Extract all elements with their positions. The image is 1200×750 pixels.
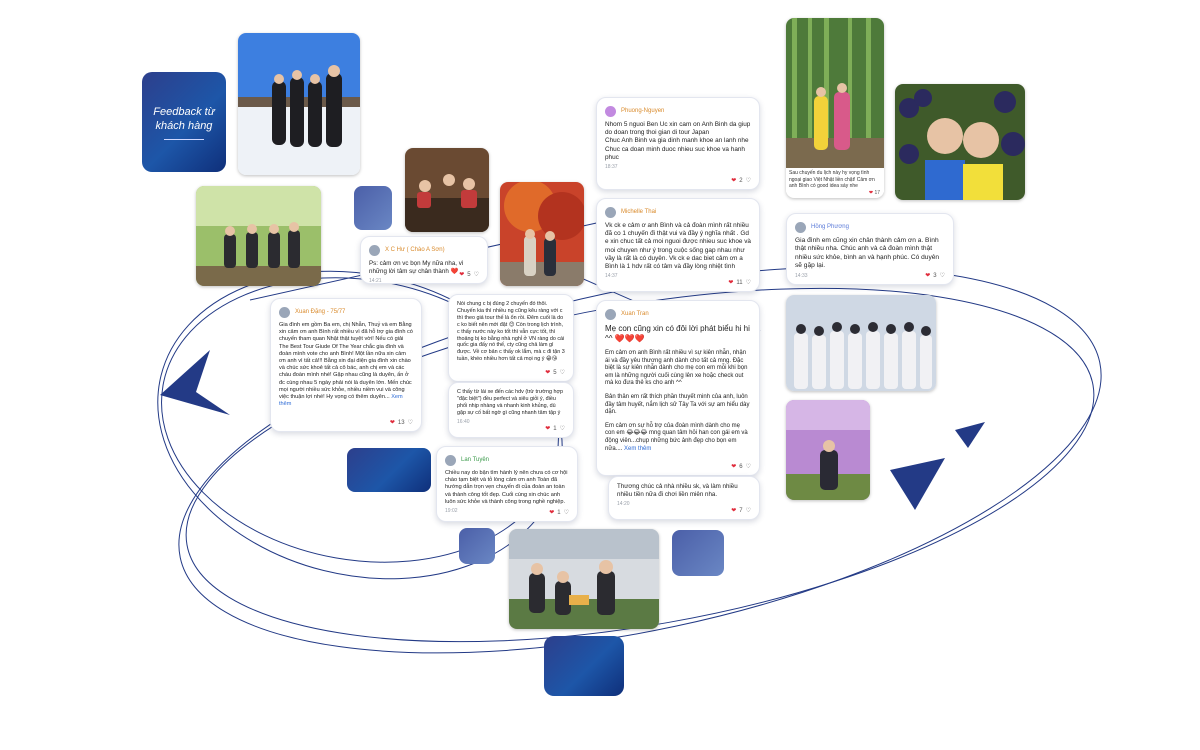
heart-icon: ❤ [545, 370, 551, 376]
title-tile [142, 72, 226, 172]
photo-yukata-group [786, 295, 936, 391]
add-reaction-icon[interactable]: ♡ [473, 272, 479, 278]
heart-icon: ❤ [731, 178, 737, 184]
photo-grape-selfie [895, 84, 1025, 200]
feedback-card-phuong-nguyen [596, 97, 760, 190]
decor-tile [544, 636, 624, 696]
feedback-text: Gia đình em cũng xin chân thành cảm ơn a. Bình thật nhiều nha. Chúc anh và cả đoàn mình thật nhiều sức khỏe, bình an và hạnh phúc. Có duyên sẽ gặp lại. [795, 237, 940, 270]
photo-snow-group [238, 33, 360, 175]
feedback-card-hong-phuong [786, 213, 954, 285]
feedback-card-middle-1 [448, 294, 574, 382]
feedback-text: Vk ck e cảm ơ anh Bình và cả đoàn mình rất nhiều đã co 1 chuyến đi thật vui và đầy ý nghĩa nhất . Gd e xin chuc tất cả moi nguoi được nhieu suc khoe và moi chuyen như ý trong cuộc sống gap nhau như vầy là rất là có duyên. Vk ck e dac biet cảm ơn a Bình là 1 hdv rất có tâm và đầy lòng nhiệt tình [605, 222, 751, 271]
feedback-card-xuan-dang [270, 298, 422, 432]
add-reaction-icon[interactable]: ♡ [563, 510, 569, 516]
add-reaction-icon[interactable]: ♡ [939, 273, 945, 279]
reaction-count: 5 [467, 271, 471, 278]
heart-icon: ❤ [545, 426, 551, 432]
feedback-card-xuan-tran [596, 300, 760, 476]
feedback-card-michelle [596, 198, 760, 292]
heart-icon: ❤ [389, 420, 395, 426]
add-reaction-icon[interactable]: ♡ [745, 280, 751, 286]
heart-icon: ❤ [549, 510, 555, 516]
author-name: X C Hư ( Chào A Sơn) [385, 247, 445, 253]
see-more-link[interactable]: Xem thêm [279, 394, 403, 408]
add-reaction-icon[interactable]: ♡ [745, 178, 751, 184]
page-title: Feedback từ khách hàng [153, 105, 215, 132]
author-name: Hồng Phương [811, 224, 849, 230]
arrow-left-icon [160, 350, 230, 415]
reactions [925, 272, 945, 279]
heart-icon: ❤ [868, 190, 874, 196]
heart-icon: ❤ [731, 464, 737, 470]
timestamp: 14:20 [617, 501, 630, 507]
feedback-text-3: Bản thân em rất thích phần thuyết minh của anh, luôn đầy tâm huyết, nắm lịch sử Tây Ta với sự am hiểu dày dặn. [605, 393, 750, 416]
reactions [731, 507, 751, 514]
timestamp: 19:02 [445, 508, 458, 515]
reaction-count: 6 [739, 463, 743, 470]
see-more-link[interactable]: Xem thêm [624, 445, 652, 452]
timestamp: 14:21 [369, 278, 382, 284]
arrow-right-icon [890, 458, 945, 510]
title-underline [164, 139, 204, 140]
feedback-text: Thương chúc cả nhà nhiều sk, và làm nhiều nhiều tiền nữa đi chơi liền miên nha. [617, 483, 738, 498]
avatar [605, 207, 616, 218]
photo-caption-reactions [869, 190, 880, 196]
photo-caption: Sau chuyến du lịch này hy vọng tình ngoại giao Việt Nhật liền chặt! Cảm ơn anh Bình có good idea sáy nhe [786, 168, 884, 192]
reactions [549, 509, 569, 516]
timestamp: 14:33 [795, 272, 808, 279]
avatar [369, 245, 380, 256]
decor-tile [459, 528, 495, 564]
add-reaction-icon[interactable]: ♡ [559, 370, 565, 376]
heart-icon: ❤ [459, 272, 465, 278]
author-name: Phuong-Nguyen [621, 108, 665, 114]
avatar [605, 309, 616, 320]
feedback-card-xuan-tran-2 [608, 476, 760, 520]
reactions [728, 279, 751, 286]
feedback-text: Nhom 5 nguoi Ben Uc xin cam on Anh Binh da giup do doan trong thoi gian di tour Japan Chuc Anh Binh va gia dinh manh khoe an lanh nhe Chuc ca doan minh duoc nhieu suc khoe va hanh phuc [605, 121, 751, 161]
reaction-count: 11 [736, 279, 743, 286]
reaction-count: 5 [553, 369, 557, 376]
reactions [545, 369, 565, 376]
photo-autumn [500, 182, 584, 286]
feedback-text-4: Em cảm ơn sự hỗ trợ của đoàn mình dành cho mẹ con em 😂😂😂 mng quan tâm hỏi han con gái em và động viên...chụp những bức ảnh đẹp cho bọn em nữa.... [605, 422, 748, 452]
decor-tile [347, 448, 431, 492]
reaction-count: 13 [397, 419, 405, 426]
feedback-text: Chiều nay do bận tìm hành lý nên chưa có cơ hội chào tạm biệt và tỏ lòng cảm ơn anh Toàn đã hướng dẫn trọn vẹn chuyến đi của đoàn an toàn và thành công tốt đẹp. Cuối cùng xin chúc anh luôn sức khỏe và thành công trong nghề nghiệp. [445, 470, 568, 505]
reactions [731, 177, 751, 184]
add-reaction-icon[interactable]: ♡ [559, 426, 565, 432]
add-reaction-icon[interactable]: ♡ [745, 464, 751, 470]
add-reaction-icon[interactable]: ♡ [745, 508, 751, 514]
feedback-text: Nói chung c bị đúng 2 chuyến đó thôi. Chuyến kia thì nhiều ng cũng kêu ràng với c thì theo giá tour thế là ổn rồi. Đêm cuối là do c ko biết nên mới đặt 😊 Còn trong lịch trình, c thấy nước này ko tốt thì vẫn cực tốt, thì thoảng bị ko bằng nhà nghỉ ở VN ràng do cái quốc gia đấy nó thế, cty cũng chả làm gì được. Về cơ bản c thấy ok lắm, mà c đi tận 3 tuần, khéo nhiều hơn tất cả mọi ng ý 😁😘 [457, 301, 565, 363]
photo-dinner [405, 148, 489, 232]
feedback-text: Gia đình em gồm Ba em, chị Nhẫn, Thuỷ và em Bằng xin cảm ơn anh Bình rất nhiều vì đã hỗ trợ gia đình có chuyến tham quan Nhật thật tuyệt vời! Nếu có giải The Best Tour Giude Of The Year chắc gia đình và đoàn mình vote cho anh Bình! Một lần nữa xin cảm ơn anh vì tất cả!!! Bằng xin đại diện gia đình xin chào và chúc sức khoẻ tất cả cô bác, anh chị em và các cháu đoàn mình nhé! Gặp nhau cũng là duyên, ấn ở đc cùng nhau 5 ngày phải nói là duyên lớn. Mến chúc mọi người nhiều sức khỏe, nhiều niềm vui và công việc thuận lợi nhé! Hy vọng có thêm duyên... [279, 322, 413, 401]
photo-bamboo [786, 18, 884, 198]
add-reaction-icon[interactable]: ♡ [407, 420, 413, 426]
reaction-count: 17 [874, 190, 880, 196]
reaction-count: 1 [553, 425, 557, 432]
feedback-text-2: Em cảm ơn anh Bình rất nhiều vì sự kiên nhẫn, nhận ái và đầy yêu thương anh dành cho tất cả mng. Đặc biệt là sự kiên nhẫn dành cho mẹ con em mỗi khi bọn em là những người cuối cùng lên xe hoặc check out mà ko đưa thẻ ks cho anh ^^ [605, 350, 748, 387]
reaction-count: 2 [739, 177, 743, 184]
reactions [390, 419, 413, 426]
feedback-card-kchu [360, 236, 488, 284]
avatar [605, 106, 616, 117]
timestamp: 18:37 [605, 164, 618, 171]
avatar [795, 222, 806, 233]
arrow-right-small-icon [955, 422, 985, 448]
heart-icon: ❤ [731, 508, 737, 514]
avatar [445, 455, 456, 466]
decor-tile [672, 530, 724, 576]
feedback-text: Ps: cảm ơn vc bọn My nữa nha, vì những lời tâm sự chân thành ❤️ [369, 260, 464, 275]
author-name: Lan Tuyên [461, 457, 490, 463]
feedback-text: C thấy từ lái xe đến các hdv (trừ trường hợp "đặc biệt") đều perfect và siêu giỏi ý, điều phối nhịp nhàng và nhanh kinh khủng, dù gặp sự cố bất ngờ gì cũng nhanh tâm tập ý [457, 389, 563, 416]
avatar [279, 307, 290, 318]
decor-tile [354, 186, 392, 230]
feedback-text-1: Mẹ con cũng xin có đôi lời phát biểu hi hi ^^ ❤️❤️❤️ [605, 324, 750, 343]
feedback-card-lan-tuyen [436, 446, 578, 522]
photo-strawberry-group [509, 529, 659, 629]
reactions [545, 425, 565, 432]
author-name: Xuan Tran [621, 311, 649, 317]
feedback-card-middle-2 [448, 382, 574, 438]
heart-icon: ❤ [925, 273, 931, 279]
timestamp: 14:37 [605, 273, 618, 280]
photo-garden-group [196, 186, 321, 286]
reaction-count: 1 [557, 509, 561, 516]
author-name: Michelle Thai [621, 209, 657, 215]
reactions [459, 271, 479, 278]
reactions [731, 463, 751, 470]
heart-icon: ❤ [728, 280, 734, 286]
timestamp: 16:40 [457, 418, 470, 425]
reaction-count: 3 [933, 272, 937, 279]
reaction-count: 7 [739, 507, 743, 514]
photo-wisteria [786, 400, 870, 500]
author-name: Xuan Đặng - 75/77 [295, 309, 346, 315]
